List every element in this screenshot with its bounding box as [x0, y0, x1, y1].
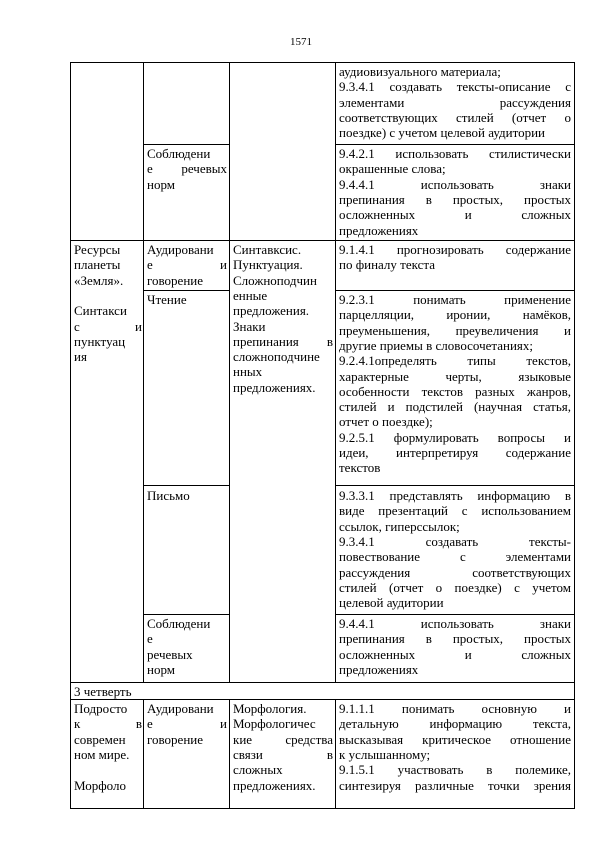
- table-rule: [143, 485, 229, 486]
- table-rule: [335, 144, 575, 145]
- cell-text-line: е и: [147, 716, 227, 732]
- table-rule: [229, 62, 230, 683]
- cell-text-line: синтезируя различные точки зрения: [339, 777, 571, 793]
- cell-text-line: Синтавксис.: [233, 242, 302, 257]
- cell-text-line: е и: [147, 257, 227, 273]
- cell-text-line: препинания в простых, простых: [339, 631, 571, 647]
- table-rule: [143, 290, 229, 291]
- cell-text-line: Аудировани: [147, 701, 214, 716]
- cell-text-line: «Земля».: [74, 272, 124, 288]
- table-rule: [70, 62, 71, 809]
- table-rule: [70, 808, 575, 809]
- cell-text-line: 9.4.4.1 использовать знаки: [339, 176, 571, 192]
- cell-text-line: Подросто: [74, 701, 128, 716]
- cell-text-line: повествование с элементами: [339, 549, 571, 565]
- table-rule: [143, 614, 229, 615]
- cell-text-line: предложениях: [339, 661, 419, 677]
- quarter-label: 3 четверть: [74, 684, 132, 699]
- cell-text-line: характерные черты, языковые: [339, 368, 571, 384]
- cell-text-line: 9.4.2.1 использовать стилистически: [339, 146, 571, 161]
- table-rule: [143, 62, 144, 683]
- cell-text-line: Морфологичес: [233, 716, 316, 732]
- cell-text-line: осложненных и сложных: [339, 207, 571, 223]
- cell-text-line: нных: [233, 364, 263, 380]
- page-number: 1571: [290, 36, 312, 48]
- cell-text-line: 9.1.1.1 понимать основную и: [339, 701, 571, 716]
- cell-text-line: Синтакси: [74, 303, 127, 319]
- cell-text-line: ссылок, гиперссылок;: [339, 518, 460, 534]
- cell-text-line: предложениях.: [233, 777, 316, 793]
- cell-text-line: к в: [74, 716, 142, 732]
- cell-text-line: кие средства: [233, 731, 333, 747]
- cell-text-line: с и: [74, 318, 142, 334]
- cell-text-line: говорение: [147, 731, 204, 747]
- cell-text-line: речевых: [147, 646, 193, 662]
- cell-text-line: рассуждения соответствующих: [339, 564, 571, 580]
- cell-text-line: 9.3.3.1 представлять информацию в: [339, 488, 571, 503]
- cell-text-line: парцелляции, иронии, намёков,: [339, 307, 571, 323]
- cell-text-line: препинания в простых, простых: [339, 191, 571, 207]
- cell-text-line: предложения.: [233, 303, 310, 319]
- cell-text-line: окрашенные слова;: [339, 161, 446, 177]
- cell-text-line: 9.3.4.1 создавать тексты-: [339, 533, 571, 549]
- cell-text-line: е речевых: [147, 161, 227, 177]
- cell-text: Письмо: [147, 488, 190, 503]
- cell-text-line: 9.1.5.1 участвовать в полемике,: [339, 762, 571, 778]
- cell-text-line: 9.3.4.1 создавать тексты-описание с: [339, 79, 571, 95]
- table-rule: [229, 699, 230, 809]
- cell-text-line: к услышанному;: [339, 746, 431, 762]
- table-rule: [70, 62, 575, 63]
- cell-text-line: предложениях: [339, 222, 419, 238]
- cell-text-line: соответствующих стилей (отчет о: [339, 109, 571, 125]
- cell-text-line: 9.1.4.1 прогнозировать содержание: [339, 242, 571, 257]
- table-rule: [143, 144, 229, 145]
- cell-text-line: норм: [147, 661, 175, 677]
- cell-text: Чтение: [147, 292, 187, 307]
- cell-text-line: Морфология.: [233, 701, 307, 716]
- cell-text-line: связи в: [233, 746, 333, 762]
- cell-text-line: Пунктуация.: [233, 257, 303, 273]
- cell-text-line: Ресурсы: [74, 242, 121, 257]
- cell-text-line: норм: [147, 176, 175, 192]
- table-rule: [335, 485, 575, 486]
- cell-text-line: аудиовизуального материала;: [339, 64, 501, 79]
- cell-text-line: текстов: [339, 460, 381, 476]
- cell-text-line: планеты: [74, 257, 121, 273]
- table-rule: [335, 614, 575, 615]
- cell-text-line: стилей и подстилей (научная статья,: [339, 399, 571, 415]
- cell-text-line: Сложноподчин: [233, 272, 317, 288]
- cell-text-line: енные: [233, 287, 268, 303]
- cell-text-line: поездке) с учетом целевой аудитории: [339, 125, 545, 141]
- cell-text-line: современ: [74, 731, 126, 747]
- cell-text-line: Аудировани: [147, 242, 214, 257]
- cell-text-line: по финалу текста: [339, 257, 435, 273]
- cell-text-line: элементами рассуждения: [339, 94, 571, 110]
- cell-text-line: Соблюдени: [147, 616, 211, 631]
- cell-text-line: детальную информацию текста,: [339, 716, 571, 732]
- cell-text-line: пунктуац: [74, 333, 126, 349]
- table-rule: [335, 62, 336, 683]
- cell-text-line: препинания в: [233, 333, 333, 349]
- cell-text-line: 9.2.5.1 формулировать вопросы и: [339, 429, 571, 445]
- cell-text-line: идеи, интерпретируя содержание: [339, 445, 571, 460]
- cell-text-line: высказывая критическое отношение: [339, 731, 571, 747]
- cell-text-line: сложноподчине: [233, 349, 320, 365]
- cell-text-line: виде презентаций с использованием: [339, 503, 571, 519]
- cell-text-line: особенности текстов разных жанров,: [339, 383, 571, 399]
- table-rule: [335, 699, 336, 809]
- cell-text-line: 9.2.4.1определять типы текстов,: [339, 353, 571, 369]
- cell-text-line: осложненных и сложных: [339, 646, 571, 662]
- cell-text-line: Соблюдени: [147, 146, 211, 161]
- cell-text-line: стилей (отчет о поездке) с учетом: [339, 579, 571, 595]
- cell-text-line: другие приемы в словосочетаниях;: [339, 337, 534, 353]
- cell-text-line: целевой аудитории: [339, 595, 444, 611]
- cell-text-line: отчет о поездке);: [339, 414, 433, 430]
- cell-text-line: ия: [74, 349, 87, 365]
- cell-text-line: ном мире.: [74, 746, 130, 762]
- cell-text-line: 9.4.4.1 использовать знаки: [339, 616, 571, 631]
- cell-text-line: сложных: [233, 762, 283, 778]
- cell-text-line: 9.2.3.1 понимать применение: [339, 292, 571, 307]
- table-rule: [574, 62, 575, 809]
- table-rule: [70, 240, 575, 241]
- cell-text-line: предложениях.: [233, 379, 316, 395]
- cell-text-line: Знаки: [233, 318, 266, 334]
- cell-text-line: е: [147, 631, 153, 647]
- cell-text-line: Морфоло: [74, 777, 126, 793]
- cell-text-line: преуменьшения, преувеличения и: [339, 322, 571, 338]
- table-rule: [143, 699, 144, 809]
- cell-text-line: говорение: [147, 272, 204, 288]
- table-rule: [70, 682, 575, 683]
- table-rule: [335, 290, 575, 291]
